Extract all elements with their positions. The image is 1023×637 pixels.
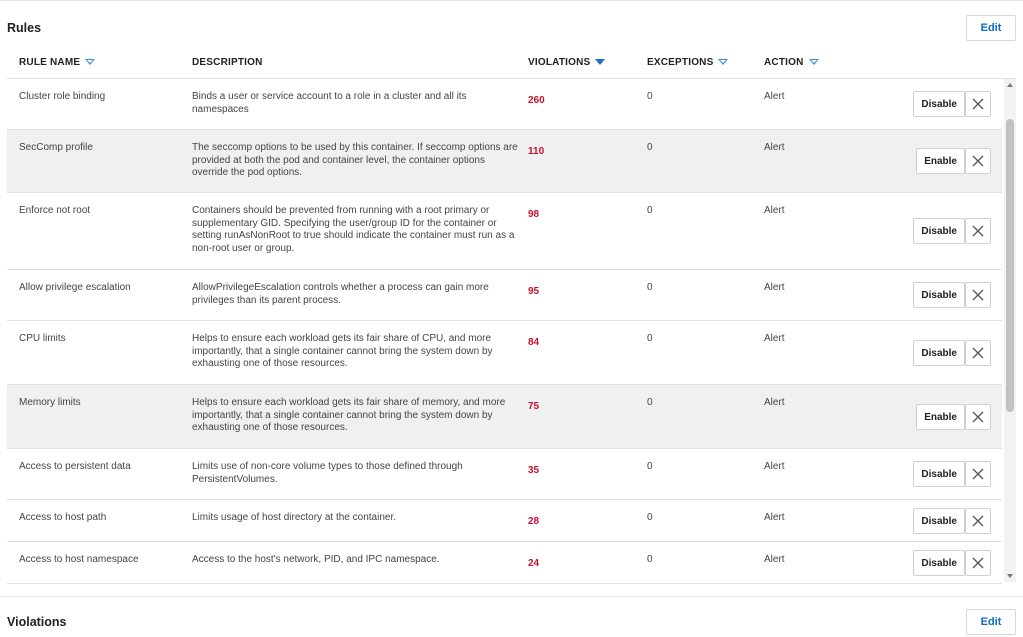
close-icon [972, 98, 984, 110]
table-row [7, 500, 1002, 542]
rule-description: Limits use of non-core volume types to those defined through PersistentVolumes. [192, 461, 463, 485]
rule-name: Cluster role binding [19, 91, 106, 102]
column-header-rule-name[interactable] [19, 57, 95, 68]
violation-count[interactable]: 75 [528, 401, 540, 412]
table-row [7, 130, 1002, 193]
exception-count: 0 [647, 282, 653, 293]
exception-count: 0 [647, 397, 653, 408]
close-icon [972, 155, 984, 167]
sort-triangle-icon [809, 59, 819, 65]
rule-name: Allow privilege escalation [19, 282, 131, 293]
exception-count: 0 [647, 142, 653, 153]
close-icon [972, 468, 984, 480]
rules-edit-button[interactable]: Edit [966, 15, 1016, 41]
rule-name: Access to host path [19, 512, 107, 523]
column-label-rule-name: RULE NAME [19, 57, 81, 68]
close-icon [972, 557, 984, 569]
violation-count[interactable]: 110 [528, 146, 545, 157]
column-header-violations[interactable] [528, 57, 605, 68]
violations-title: Violations [7, 615, 67, 629]
violations-section-header [0, 596, 1023, 636]
table-row [7, 193, 1002, 270]
rule-action: Alert [764, 554, 785, 565]
rule-action: Alert [764, 91, 785, 102]
sort-triangle-icon [595, 59, 605, 65]
disable-button[interactable]: Disable [913, 550, 965, 576]
close-icon [972, 289, 984, 301]
rule-action: Alert [764, 512, 785, 523]
violation-count[interactable]: 260 [528, 95, 545, 106]
violation-count[interactable]: 95 [528, 286, 540, 297]
disable-button[interactable]: Disable [913, 508, 965, 534]
disable-button[interactable]: Disable [913, 340, 965, 366]
enable-button[interactable]: Enable [916, 148, 965, 174]
exception-count: 0 [647, 91, 653, 102]
close-icon [972, 347, 984, 359]
rule-action: Alert [764, 397, 785, 408]
table-row [7, 270, 1002, 321]
remove-rule-button[interactable] [965, 218, 991, 244]
remove-rule-button[interactable] [965, 148, 991, 174]
violation-count[interactable]: 98 [528, 209, 540, 220]
rule-description: Access to the host's network, PID, and IPC namespace. [192, 554, 440, 565]
scroll-down-arrow-icon[interactable] [1007, 574, 1013, 578]
violations-edit-button[interactable]: Edit [966, 609, 1016, 635]
exception-count: 0 [647, 205, 653, 216]
table-row [7, 79, 1002, 130]
rule-action: Alert [764, 282, 785, 293]
disable-button[interactable]: Disable [913, 91, 965, 117]
close-icon [972, 411, 984, 423]
rule-description: Helps to ensure each workload gets its fair share of CPU, and more importantly, that a single container cannot bring the system down by exhausting one of those resources. [192, 333, 493, 369]
rule-name: Memory limits [19, 397, 81, 408]
rule-name: SecComp profile [19, 142, 93, 153]
rule-name: Access to host namespace [19, 554, 139, 565]
sort-triangle-icon [85, 59, 95, 65]
exception-count: 0 [647, 461, 653, 472]
column-header-description [192, 57, 263, 68]
table-scrollbar[interactable] [1004, 79, 1016, 582]
rule-name: Access to persistent data [19, 461, 131, 472]
rule-description: Containers should be prevented from running with a root primary or supplementary GID. Specifying the user/group ID for the container or setting runAsNonRoot to true should indicate the container must run as a non-root user or group. [192, 205, 515, 254]
scroll-up-arrow-icon[interactable] [1007, 83, 1013, 87]
exception-count: 0 [647, 554, 653, 565]
rules-title: Rules [7, 21, 42, 35]
rule-description: The seccomp options to be used by this container. If seccomp options are provided at both the pod and container level, the container options override the pod options. [192, 142, 518, 178]
rule-action: Alert [764, 205, 785, 216]
sort-triangle-icon [718, 59, 728, 65]
exception-count: 0 [647, 512, 653, 523]
column-header-exceptions[interactable] [647, 57, 728, 68]
rule-description: Limits usage of host directory at the container. [192, 512, 396, 523]
remove-rule-button[interactable] [965, 550, 991, 576]
table-row [7, 449, 1002, 500]
rule-description: Binds a user or service account to a role in a cluster and all its namespaces [192, 91, 467, 115]
remove-rule-button[interactable] [965, 282, 991, 308]
rule-action: Alert [764, 333, 785, 344]
column-label-exceptions: EXCEPTIONS [647, 57, 714, 68]
rules-table-header [7, 47, 1016, 79]
close-icon [972, 515, 984, 527]
violation-count[interactable]: 35 [528, 465, 540, 476]
remove-rule-button[interactable] [965, 508, 991, 534]
table-row [7, 321, 1002, 385]
column-label-violations: VIOLATIONS [528, 57, 591, 68]
table-row [7, 542, 1002, 584]
rules-section-header [0, 0, 1023, 40]
disable-button[interactable]: Disable [913, 282, 965, 308]
rule-name: CPU limits [19, 333, 66, 344]
rule-description: AllowPrivilegeEscalation controls whether a process can gain more privileges than its parent process. [192, 282, 489, 306]
rule-action: Alert [764, 142, 785, 153]
remove-rule-button[interactable] [965, 91, 991, 117]
rule-name: Enforce not root [19, 205, 91, 216]
rule-action: Alert [764, 461, 785, 472]
column-label-action: ACTION [764, 57, 804, 68]
table-row [7, 385, 1002, 449]
rule-description: Helps to ensure each workload gets its fair share of memory, and more importantly, that a single container cannot bring the system down by exhausting one of those resources. [192, 397, 506, 433]
column-label-description: DESCRIPTION [192, 57, 263, 68]
enable-button[interactable]: Enable [916, 404, 965, 430]
remove-rule-button[interactable] [965, 340, 991, 366]
violation-count[interactable]: 84 [528, 337, 540, 348]
scrollbar-thumb[interactable] [1006, 119, 1014, 412]
exception-count: 0 [647, 333, 653, 344]
rules-table-body [7, 79, 1002, 594]
close-icon [972, 225, 984, 237]
column-header-action[interactable] [764, 57, 819, 68]
disable-button[interactable]: Disable [913, 218, 965, 244]
remove-rule-button[interactable] [965, 404, 991, 430]
violation-count[interactable]: 28 [528, 516, 540, 527]
violation-count[interactable]: 24 [528, 558, 540, 569]
disable-button[interactable]: Disable [913, 461, 965, 487]
remove-rule-button[interactable] [965, 461, 991, 487]
